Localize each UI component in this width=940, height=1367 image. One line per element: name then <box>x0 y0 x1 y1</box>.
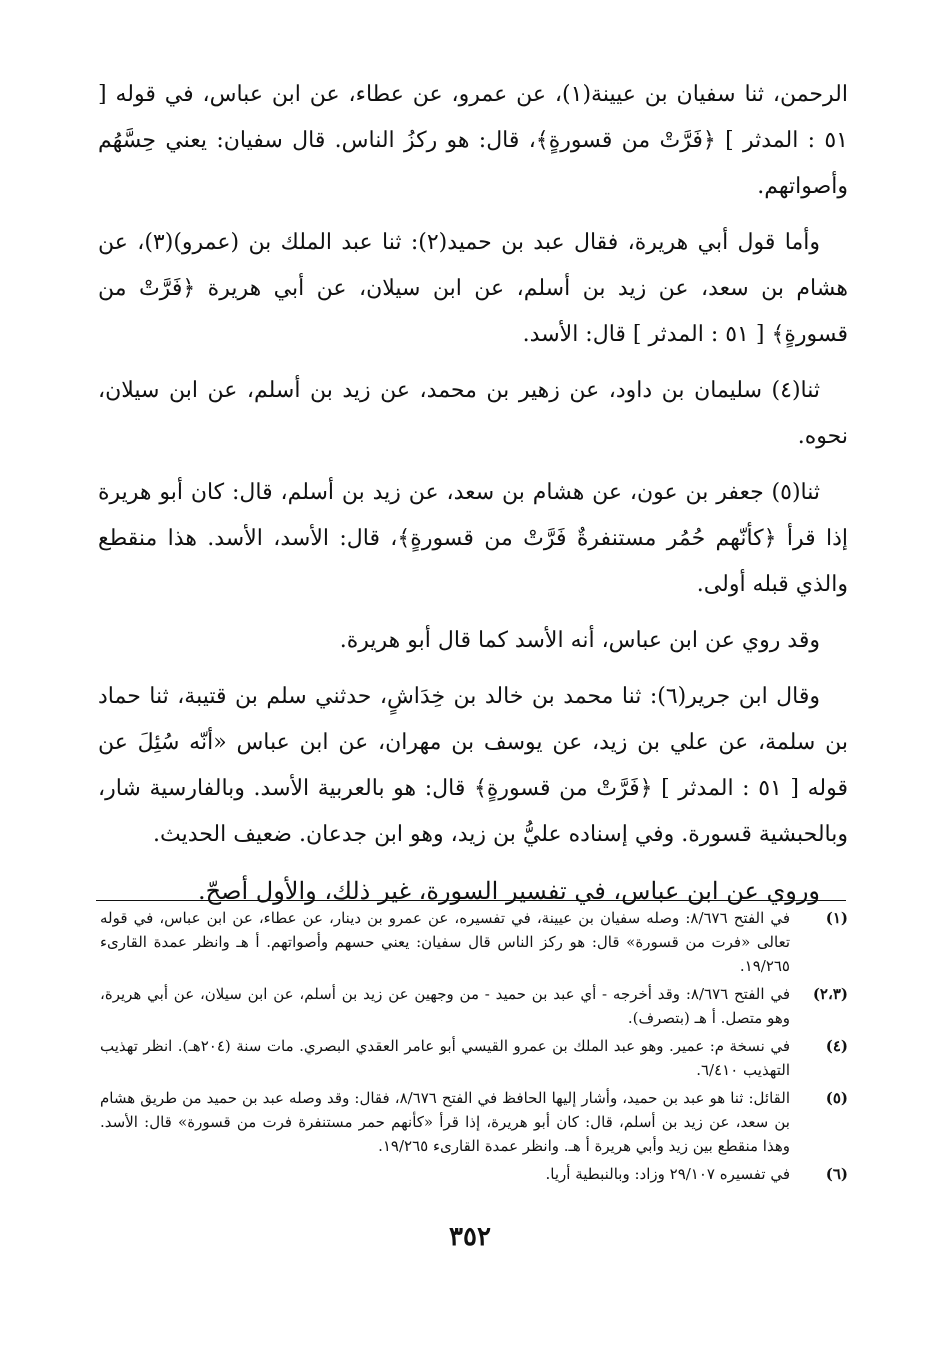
footnote-1 <box>100 906 848 978</box>
page-number: ٣٥٢ <box>449 1222 491 1252</box>
footnote-number: (١) <box>825 909 848 927</box>
footnote-4 <box>100 1034 848 1082</box>
footnote-5 <box>100 1086 848 1158</box>
footnote-6 <box>100 1162 848 1186</box>
footnote-2-3 <box>100 982 848 1030</box>
paragraph-3: ثنا(٤) سليمان بن داود، عن زهير بن محمد، عن زيد بن أسلم، عن ابن سيلان، نحوه. <box>98 378 848 449</box>
footnote-number: (٦) <box>825 1165 848 1183</box>
paragraph-1: الرحمن، ثنا سفيان بن عيينة(١)، عن عمرو، عن عطاء، عن ابن عباس، في قوله [ ٥١ : المدثر ] ﴿فَرَّتْ من قسورةٍ﴾، قال: هو ركزُ الناس. قال سفيان: يعني حِسَّهُم وأصواتهم. <box>98 82 848 199</box>
footnote-text: في نسخة م: عمير. وهو عبد الملك بن عمرو القيسي أبو عامر العقدي البصري. مات سنة (٢٠٤هـ). انظر تهذيب التهذيب ٦/٤١٠. <box>100 1037 790 1079</box>
paragraph-7: وروي عن ابن عباس، في تفسير السورة، غير ذلك، والأول أصحّ. <box>197 877 820 905</box>
footnote-divider <box>96 900 846 901</box>
paragraph-6: وقال ابن جرير(٦): ثنا محمد بن خالد بن خِدَاشٍ، حدثني سلم بن قتيبة، ثنا حماد بن سلمة، عن علي بن زيد، عن يوسف بن مهران، عن ابن عباس «أنّه سُئِلَ عن قوله [ ٥١ : المدثر ] ﴿فَرَّتْ من قسورةٍ﴾ قال: هو بالعربية الأسد. وبالفارسية شار، وبالحبشية قسورة. وفي إسناده عليُّ بن زيد، وهو ابن جدعان. ضعيف الحديث. <box>98 684 848 847</box>
footnote-text: في تفسيره ٢٩/١٠٧ وزاد: وبالنبطية أريا. <box>545 1165 790 1183</box>
footnote-number: (٥) <box>825 1089 848 1107</box>
paragraph-2: وأما قول أبي هريرة، فقال عبد بن حميد(٢): ثنا عبد الملك بن (عمرو)(٣)، عن هشام بن سعد، عن زيد بن أسلم، عن ابن سيلان، عن أبي هريرة ﴿فَرَّتْ من قسورةٍ﴾ [ ٥١ : المدثر ] قال: الأسد. <box>98 230 848 347</box>
footnotes-section <box>100 906 848 1190</box>
paragraph-4: ثنا(٥) جعفر بن عون، عن هشام بن سعد، عن زيد بن أسلم، قال: كان أبو هريرة إذا قرأ ﴿كأنّهم حُمُر مستنفرةٌ فَرَّتْ من قسورةٍ﴾، قال: الأسد، الأسد. هذا منقطع والذي قبله أولى. <box>98 480 848 597</box>
paragraph-5: وقد روي عن ابن عباس، أنه الأسد كما قال أبو هريرة. <box>339 628 820 653</box>
footnote-text: القائل: ثنا هو عبد بن حميد، وأشار إليها الحافظ في الفتح ٨/٦٧٦، فقال: وقد وصله عبد بن حميد من طريق هشام بن سعد، عن زيد بن أسلم، قال: كان أبو هريرة، إذا قرأ «كأنهم حمر مستنفرة فرت من قسورة» قال: الأسد. وهذا منقطع بين زيد وأبي هريرة أ هـ. وانظر عمدة القارىء ١٩/٢٦٥. <box>100 1089 790 1155</box>
footnote-number: (٤) <box>825 1037 848 1055</box>
main-text-body <box>98 72 848 924</box>
footnote-text: في الفتح ٨/٦٧٦: وصله سفيان بن عيينة، في تفسيره، عن عمرو بن دينار، عن عطاء، عن ابن عباس، في قوله تعالى «فرت من قسورة» قال: هو ركز الناس قال سفيان: يعني حسهم وأصواتهم. أ هـ وانظر عمدة القارىء ١٩/٢٦٥. <box>100 909 790 975</box>
footnote-number: (٢،٣) <box>812 985 848 1003</box>
footnote-text: في الفتح ٨/٦٧٦: وقد أخرجه - أي عبد بن حميد - من وجهين عن زيد بن أسلم، عن ابن سيلان، عن أبي هريرة، وهو متصل. أ هـ (بتصرف). <box>100 985 790 1027</box>
